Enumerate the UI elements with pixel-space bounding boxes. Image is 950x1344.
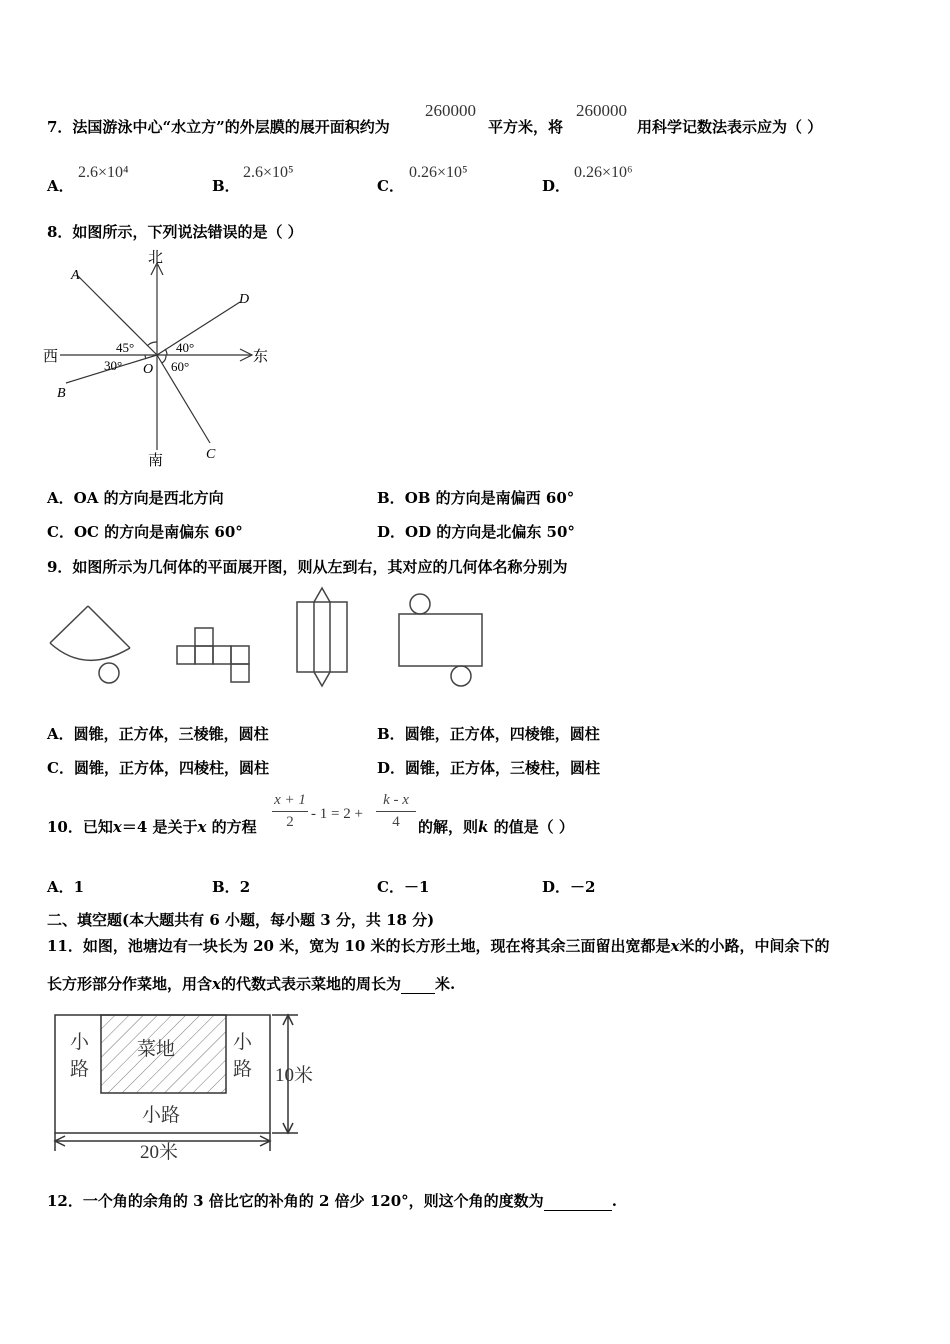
q10-option-c[interactable]: C．－1 [377, 878, 430, 896]
q8-stem: 8．如图所示，下列说法错误的是（ ） [47, 223, 303, 241]
q7-option-b-letter[interactable]: B． [212, 177, 240, 195]
label-east: 东 [253, 349, 269, 365]
label-angle-40: 40° [176, 340, 195, 355]
q7-option-b[interactable]: 2.6×10⁵ [243, 164, 294, 181]
width-label: 10米 [275, 1065, 314, 1086]
road-bottom-label: 小路 [142, 1105, 181, 1126]
q8-option-d[interactable]: D．OD 的方向是北偏东 50° [377, 523, 575, 541]
road-left-char-1: 小 [70, 1032, 90, 1053]
q8-option-b[interactable]: B．OB 的方向是南偏西 60° [377, 489, 575, 507]
q12-stem: 12．一个角的余角的 3 倍比它的补角的 2 倍少 120°，则这个角的度数为 . [47, 1192, 617, 1210]
angle-arc-45 [147, 342, 157, 346]
q11-answer-blank[interactable] [401, 975, 435, 994]
cylinder-net [399, 594, 482, 686]
label-angle-60: 60° [171, 359, 190, 374]
angle-arc-30 [145, 355, 146, 359]
q10-equation-middle: - 1 = 2 + [311, 806, 363, 822]
label-west: 西 [43, 349, 59, 365]
label-south: 南 [148, 453, 164, 469]
q9-option-b[interactable]: B．圆锥，正方体，四棱锥，圆柱 [377, 725, 600, 743]
q10-option-a[interactable]: A．1 [47, 878, 85, 896]
label-north: 北 [148, 250, 164, 266]
label-angle-45: 45° [116, 340, 135, 355]
q7-stem: 7．法国游泳中心“水立方”的外层膜的展开面积约为 [47, 118, 390, 136]
q10-option-d[interactable]: D．－2 [542, 878, 596, 896]
q7-option-a-letter[interactable]: A． [47, 177, 74, 195]
q7-option-d-letter[interactable]: D． [542, 177, 571, 195]
q8-option-c[interactable]: C．OC 的方向是南偏东 60° [47, 523, 243, 541]
nets-figure [40, 585, 500, 690]
label-a: A [71, 268, 80, 283]
q7-option-c[interactable]: 0.26×10⁵ [409, 164, 468, 181]
pond-garden-figure [40, 1005, 340, 1165]
q10-option-b[interactable]: B．2 [212, 878, 251, 896]
q7-number-2: 260000 [576, 101, 627, 120]
angle-arc-40 [165, 349, 167, 355]
label-b: B [57, 386, 66, 401]
q12-answer-blank[interactable] [544, 1192, 612, 1211]
q10-fraction-2: k - x 4 [376, 792, 416, 831]
road-left-char-2: 路 [70, 1059, 90, 1080]
cone-net [50, 606, 130, 683]
label-d: D [239, 292, 250, 307]
cube-net [177, 628, 249, 682]
q7-number-1: 260000 [425, 101, 476, 120]
q11-stem-line-2: 长方形部分作菜地，用含x的代数式表示菜地的周长为 米. [47, 975, 456, 993]
q9-option-d[interactable]: D．圆锥，正方体，三棱柱，圆柱 [377, 759, 601, 777]
q7-stem-mid: 平方米，将 [488, 118, 564, 136]
garden-label: 菜地 [137, 1039, 176, 1060]
q10-stem: 10．已知x＝4 是关于x 的方程 [47, 818, 257, 836]
q7-option-d[interactable]: 0.26×10⁶ [574, 164, 633, 181]
compass-direction-figure [40, 245, 280, 470]
q7-option-a[interactable]: 2.6×10⁴ [78, 164, 129, 181]
section-heading-fill-in: 二、填空题(本大题共有 6 小题，每小题 3 分，共 18 分) [47, 911, 435, 929]
label-angle-30: 30° [104, 358, 123, 373]
length-label: 20米 [140, 1142, 179, 1163]
q9-option-a[interactable]: A．圆锥，正方体，三棱锥，圆柱 [47, 725, 269, 743]
road-right-char-1: 小 [233, 1032, 253, 1053]
q9-option-c[interactable]: C．圆锥，正方体，四棱柱，圆柱 [47, 759, 269, 777]
label-c: C [206, 447, 216, 462]
prism-net [297, 588, 347, 686]
q7-option-c-letter[interactable]: C． [377, 177, 404, 195]
q10-stem-end: 的解，则k 的值是（ ） [418, 818, 574, 836]
q7-stem-end: 用科学记数法表示应为（ ） [637, 118, 823, 136]
q10-fraction-1: x + 1 2 [272, 792, 308, 831]
q11-stem-line-1: 11．如图，池塘边有一块长为 20 米，宽为 10 米的长方形土地，现在将其余三面留出宽都是x米的小路，中间余下的 [47, 937, 830, 955]
q9-stem: 9．如图所示为几何体的平面展开图，则从左到右，其对应的几何体名称分别为 [47, 558, 568, 576]
road-right-char-2: 路 [233, 1059, 253, 1080]
label-o: O [143, 362, 154, 377]
angle-arc-60 [162, 355, 166, 363]
q8-option-a[interactable]: A．OA 的方向是西北方向 [47, 489, 224, 507]
ray-od [157, 302, 240, 355]
